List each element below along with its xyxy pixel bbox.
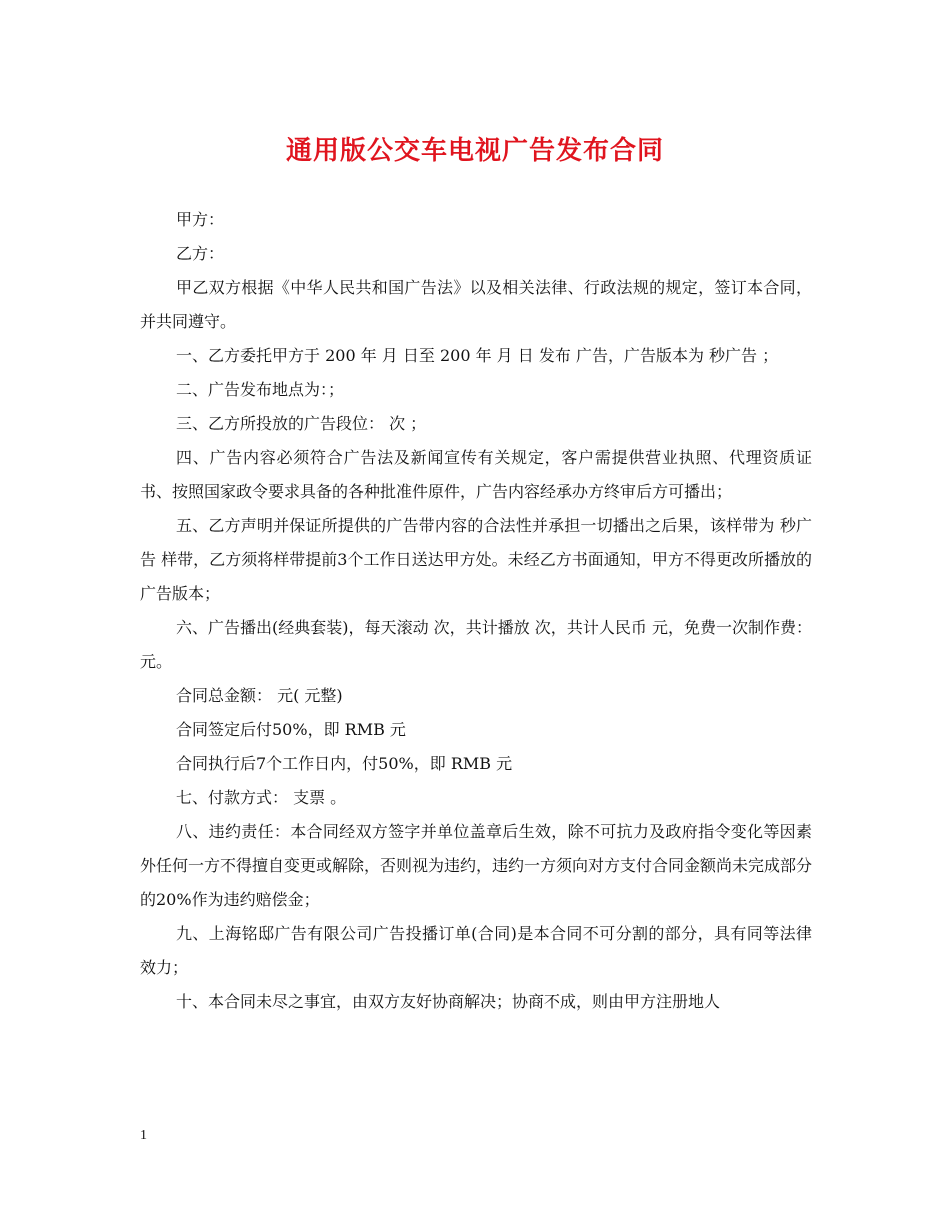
clause-9: 九、上海铭邸广告有限公司广告投播订单(合同)是本合同不可分割的部分，具有同等法律效力； (140, 924, 812, 977)
total-amount-line: 合同总金额： 元( 元整) (176, 686, 343, 705)
party-b-line: 乙方： (176, 244, 225, 263)
clause-4: 四、广告内容必须符合广告法及新闻宣传有关规定，客户需提供营业执照、代理资质证书、按照国家政令要求具备的各种批准件原件，广告内容经承办方终审后方可播出； (140, 448, 812, 501)
clause-8: 八、违约责任：本合同经双方签字并单位盖章后生效，除不可抗力及政府指令变化等因素外任何一方不得擅自变更或解除，否则视为违约，违约一方须向对方支付合同金额尚未完成部分的20%作为违约赔偿金； (140, 822, 813, 909)
clause-6: 六、广告播出(经典套装)，每天滚动 次，共计播放 次，共计人民币 元，免费一次制作费： 元。 (140, 618, 812, 671)
clause-5: 五、乙方声明并保证所提供的广告带内容的合法性并承担一切播出之后果，该样带为 秒广告 样带，乙方须将样带提前3个工作日送达甲方处。未经乙方书面通知，甲方不得更改所播放的广告版本； (140, 516, 812, 603)
clause-10: 十、本合同未尽之事宜，由双方友好协商解决；协商不成，则由甲方注册地人 (176, 992, 721, 1011)
clause-7: 七、付款方式： 支票 。 (176, 788, 347, 807)
party-a-line: 甲方： (176, 210, 225, 229)
clause-3: 三、乙方所投放的广告段位： 次 ； (176, 414, 427, 433)
clause-1: 一、乙方委托甲方于 200 年 月 日至 200 年 月 日 发布 广告，广告版本为 秒广告 ； (176, 346, 779, 365)
document-title: 通用版公交车电视广告发布合同 (285, 136, 664, 166)
payment-after-execution-line: 合同执行后7个工作日内，付50%，即 RMB 元 (176, 754, 513, 773)
clause-2: 二、广告发布地点为：； (176, 380, 345, 399)
payment-after-signing-line: 合同签定后付50%，即 RMB 元 (176, 720, 406, 739)
page-number: 1 (140, 1128, 147, 1143)
preamble-paragraph: 甲乙双方根据《中华人民共和国广告法》以及相关法律、行政法规的规定，签订本合同，并共同遵守。 (140, 278, 812, 331)
document-body (140, 203, 812, 1019)
